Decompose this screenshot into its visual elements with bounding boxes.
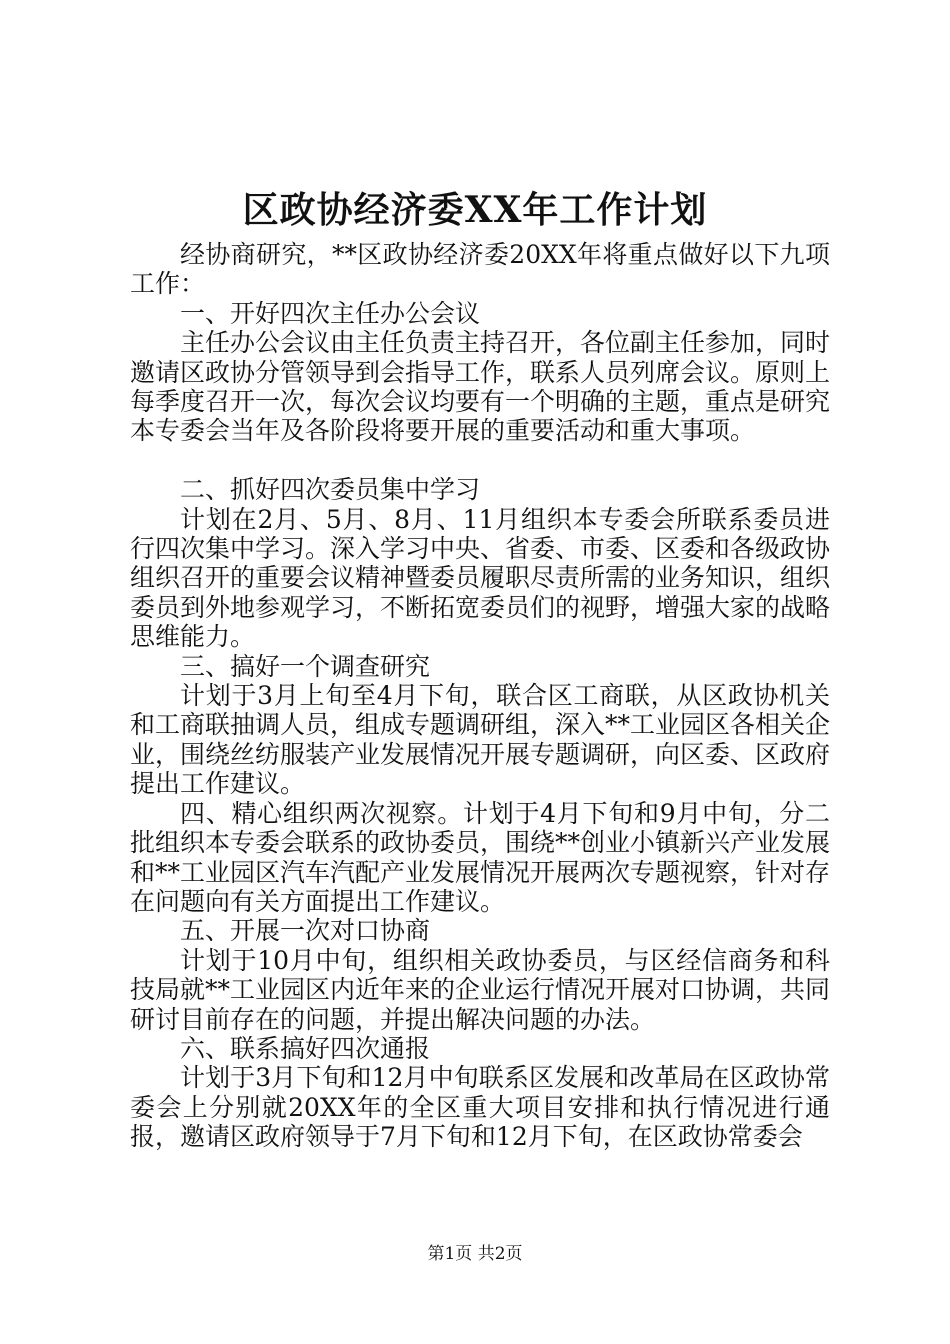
- section-heading-1: 一、开好四次主任办公会议: [180, 298, 481, 328]
- section-heading-2: 二、抓好四次委员集中学习: [180, 475, 481, 505]
- section-heading-5: 五、开展一次对口协商: [180, 916, 431, 946]
- section-paragraph-2: 计划在2月、5月、8月、11月组织本专委会所联系委员进行四次集中学习。深入学习中央、省委、市委、区委和各级政协组织召开的重要会议精神暨委员履职尽责所需的业务知识，组织委员到外地参观学习，不断拓宽委员们的视野，增强大家的战略思维能力。: [130, 504, 831, 652]
- document-body: [130, 240, 830, 1152]
- section-paragraph-6: 计划于3月下旬和12月中旬联系区发展和改革局在区政协常委会上分别就20XX年的全区重大项目安排和执行情况进行通报，邀请区政府领导于7月下旬和12月下旬，在区政协常委会: [130, 1063, 830, 1152]
- section-paragraph-4: 四、精心组织两次视察。计划于4月下旬和9月中旬，分二批组织本专委会联系的政协委员，围绕**创业小镇新兴产业发展和**工业园区汽车汽配产业发展情况开展两次专题视察，针对存在问题向有关方面提出工作建议。: [130, 798, 831, 916]
- section-paragraph-3: 计划于3月上旬至4月下旬，联合区工商联，从区政协机关和工商联抽调人员，组成专题调研组，深入**工业园区各相关企业，围绕丝纺服装产业发展情况开展专题调研，向区委、区政府提出工作建议。: [130, 681, 831, 799]
- document-title: 区政协经济委XX年工作计划: [242, 189, 708, 231]
- section-heading-3: 三、搞好一个调查研究: [180, 651, 431, 681]
- page-number: 第1页 共2页: [427, 1244, 523, 1264]
- section-heading-6: 六、联系搞好四次通报: [180, 1033, 431, 1063]
- section-paragraph-1: 主任办公会议由主任负责主持召开，各位副主任参加，同时邀请区政协分管领导到会指导工作，联系人员列席会议。原则上每季度召开一次，每次会议均要有一个明确的主题，重点是研究本专委会当年及各阶段将要开展的重要活动和重大事项。: [130, 328, 831, 446]
- intro-paragraph: 经协商研究，**区政协经济委20XX年将重点做好以下九项工作：: [130, 240, 830, 299]
- section-paragraph-5: 计划于10月中旬，组织相关政协委员，与区经信商务和科技局就**工业园区内近年来的企业运行情况开展对口协调，共同研讨目前存在的问题，并提出解决问题的办法。: [130, 945, 831, 1034]
